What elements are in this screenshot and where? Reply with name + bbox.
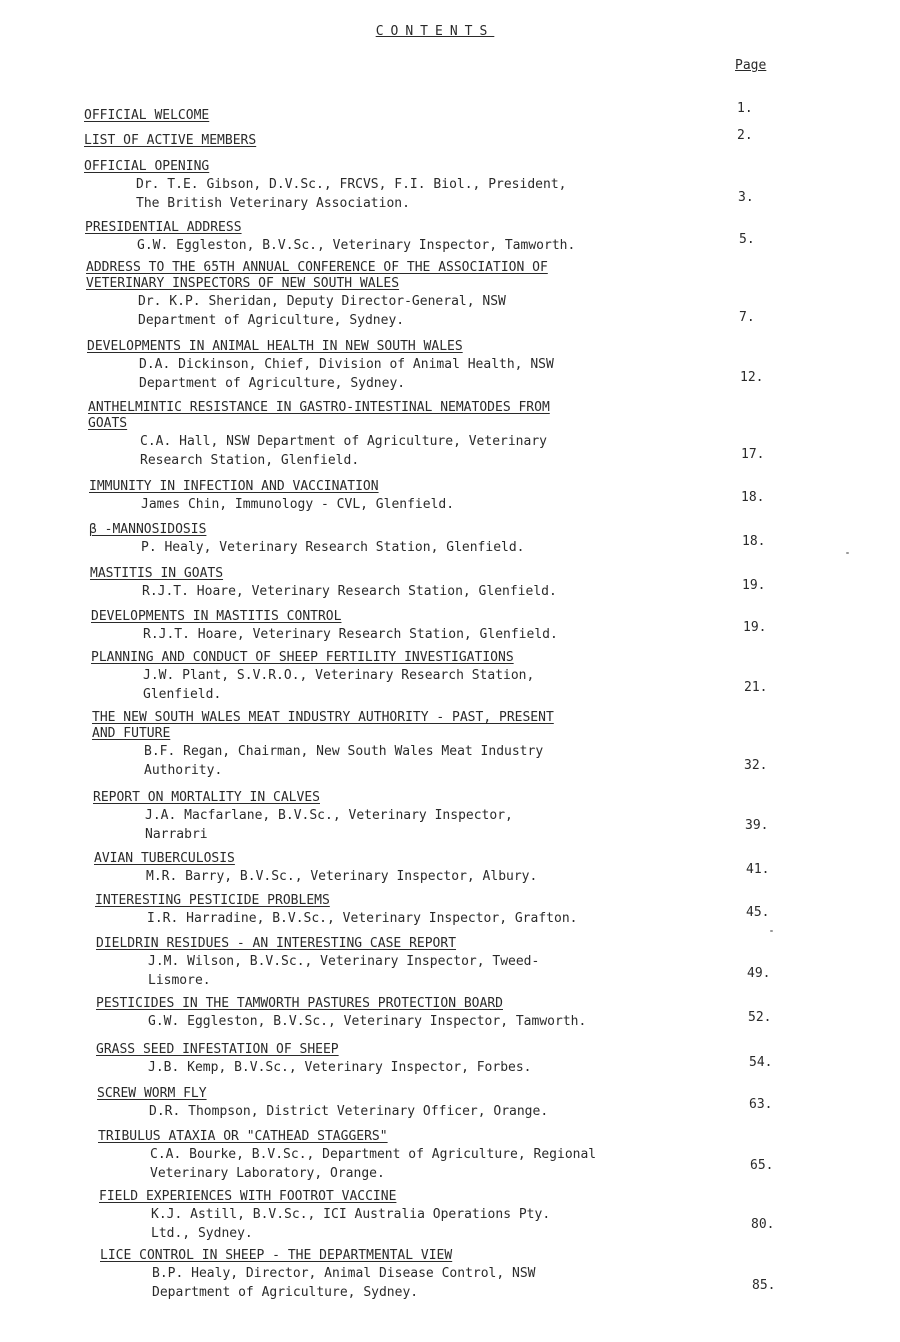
entry-title: ADDRESS TO THE 65TH ANNUAL CONFERENCE OF THE ASSOCIATION OF VETERINARY INSPECTORS OF NEW SOUTH WALES	[86, 260, 548, 291]
entry-page-number: 17.	[741, 447, 765, 462]
toc-entry	[96, 1042, 696, 1077]
entry-page-number: 19.	[743, 620, 767, 635]
entry-page-number: 2.	[737, 128, 753, 143]
scan-speck	[770, 930, 773, 932]
entry-title: OFFICIAL WELCOME	[84, 108, 210, 123]
entry-title: ANTHELMINTIC RESISTANCE IN GASTRO-INTESTINAL NEMATODES FROM GOATS	[88, 400, 550, 431]
toc-entry	[91, 650, 691, 704]
entry-page-number: 63.	[749, 1097, 773, 1112]
toc-entry	[92, 710, 692, 780]
entry-page-number: 12.	[740, 370, 764, 385]
entry-page-number: 7.	[739, 310, 755, 325]
entry-title: PRESIDENTIAL ADDRESS	[85, 220, 242, 235]
toc-entry	[84, 133, 684, 149]
entry-title: PLANNING AND CONDUCT OF SHEEP FERTILITY INVESTIGATIONS	[91, 650, 514, 665]
entry-page-number: 1.	[737, 101, 753, 116]
entry-title: DEVELOPMENTS IN ANIMAL HEALTH IN NEW SOUTH WALES	[87, 339, 463, 354]
entry-description: B.P. Healy, Director, Animal Disease Control, NSW Department of Agriculture, Sydney.	[152, 1266, 536, 1300]
page-column-label: Page	[735, 58, 767, 73]
contents-heading: CONTENTS	[375, 24, 495, 39]
entry-page-number: 54.	[749, 1055, 773, 1070]
toc-entry	[84, 159, 684, 213]
entry-description: R.J.T. Hoare, Veterinary Research Station, Glenfield.	[142, 584, 557, 599]
entry-title: LIST OF ACTIVE MEMBERS	[84, 133, 257, 148]
toc-entry	[99, 1189, 699, 1243]
entry-page-number: 41.	[746, 862, 770, 877]
entry-description: J.B. Kemp, B.V.Sc., Veterinary Inspector, Forbes.	[148, 1060, 532, 1075]
entry-page-number: 52.	[748, 1010, 772, 1025]
entry-description: K.J. Astill, B.V.Sc., ICI Australia Operations Pty. Ltd., Sydney.	[151, 1207, 551, 1241]
entry-title: AVIAN TUBERCULOSIS	[94, 851, 235, 866]
entry-title: INTERESTING PESTICIDE PROBLEMS	[95, 893, 330, 908]
entry-page-number: 85.	[752, 1278, 776, 1293]
entry-title: TRIBULUS ATAXIA OR "CATHEAD STAGGERS"	[98, 1129, 388, 1144]
entry-page-number: 21.	[744, 680, 768, 695]
entry-title: SCREW WORM FLY	[97, 1086, 207, 1101]
entry-description: R.J.T. Hoare, Veterinary Research Station, Glenfield.	[143, 627, 558, 642]
toc-entry	[96, 936, 696, 990]
toc-entry	[96, 996, 696, 1031]
toc-entry	[89, 479, 689, 514]
toc-entry	[97, 1086, 697, 1121]
toc-entry	[86, 260, 686, 330]
entry-title: DIELDRIN RESIDUES - AN INTERESTING CASE REPORT	[96, 936, 457, 951]
entry-page-number: 18.	[741, 490, 765, 505]
entry-page-number: 49.	[747, 966, 771, 981]
toc-entry	[93, 790, 693, 844]
entry-description: J.W. Plant, S.V.R.O., Veterinary Research Station, Glenfield.	[143, 668, 535, 702]
entry-title: OFFICIAL OPENING	[84, 159, 210, 174]
entry-page-number: 19.	[742, 578, 766, 593]
entry-description: J.A. Macfarlane, B.V.Sc., Veterinary Inspector, Narrabri	[145, 808, 513, 842]
entry-description: D.R. Thompson, District Veterinary Officer, Orange.	[149, 1104, 549, 1119]
toc-entry	[90, 566, 690, 601]
entry-description: D.A. Dickinson, Chief, Division of Animal Health, NSW Department of Agriculture, Sydney.	[139, 357, 554, 391]
toc-entry	[100, 1248, 700, 1302]
entry-description: I.R. Harradine, B.V.Sc., Veterinary Inspector, Grafton.	[147, 911, 578, 926]
entry-page-number: 80.	[751, 1217, 775, 1232]
entry-title: IMMUNITY IN INFECTION AND VACCINATION	[89, 479, 379, 494]
toc-entry	[89, 522, 689, 557]
entry-description: C.A. Bourke, B.V.Sc., Department of Agriculture, Regional Veterinary Laboratory, Orange.	[150, 1147, 597, 1181]
scan-speck	[846, 552, 849, 554]
toc-entry	[88, 400, 688, 470]
entry-description: J.M. Wilson, B.V.Sc., Veterinary Inspector, Tweed- Lismore.	[148, 954, 540, 988]
toc-entry	[84, 108, 684, 124]
entry-description: G.W. Eggleston, B.V.Sc., Veterinary Inspector, Tamworth.	[148, 1014, 587, 1029]
toc-entry	[95, 893, 695, 928]
entry-page-number: 5.	[739, 232, 755, 247]
toc-entry	[91, 609, 691, 644]
entry-description: C.A. Hall, NSW Department of Agriculture, Veterinary Research Station, Glenfield.	[140, 434, 547, 468]
entry-title: β -MANNOSIDOSIS	[89, 522, 207, 537]
entry-description: G.W. Eggleston, B.V.Sc., Veterinary Inspector, Tamworth.	[137, 238, 576, 253]
entry-title: LICE CONTROL IN SHEEP - THE DEPARTMENTAL VIEW	[100, 1248, 453, 1263]
toc-entry	[98, 1129, 698, 1183]
toc-entry	[87, 339, 687, 393]
toc-entry	[85, 220, 685, 255]
entry-page-number: 3.	[738, 190, 754, 205]
entry-title: REPORT ON MORTALITY IN CALVES	[93, 790, 320, 805]
entry-description: Dr. T.E. Gibson, D.V.Sc., FRCVS, F.I. Biol., President, The British Veterinary Association.	[136, 177, 567, 211]
entry-title: MASTITIS IN GOATS	[90, 566, 224, 581]
entry-title: DEVELOPMENTS IN MASTITIS CONTROL	[91, 609, 342, 624]
entry-page-number: 32.	[744, 758, 768, 773]
entry-title: FIELD EXPERIENCES WITH FOOTROT VACCINE	[99, 1189, 397, 1204]
entry-description: P. Healy, Veterinary Research Station, Glenfield.	[141, 540, 525, 555]
entry-title: THE NEW SOUTH WALES MEAT INDUSTRY AUTHORITY - PAST, PRESENT AND FUTURE	[92, 710, 554, 741]
entry-description: James Chin, Immunology - CVL, Glenfield.	[141, 497, 455, 512]
entry-page-number: 39.	[745, 818, 769, 833]
entry-title: GRASS SEED INFESTATION OF SHEEP	[96, 1042, 339, 1057]
entry-page-number: 45.	[746, 905, 770, 920]
entry-description: B.F. Regan, Chairman, New South Wales Meat Industry Authority.	[144, 744, 544, 778]
entry-title: PESTICIDES IN THE TAMWORTH PASTURES PROTECTION BOARD	[96, 996, 503, 1011]
entry-page-number: 65.	[750, 1158, 774, 1173]
entry-description: M.R. Barry, B.V.Sc., Veterinary Inspector, Albury.	[146, 869, 538, 884]
toc-entry	[94, 851, 694, 886]
entry-description: Dr. K.P. Sheridan, Deputy Director-General, NSW Department of Agriculture, Sydney.	[138, 294, 506, 328]
entry-page-number: 18.	[742, 534, 766, 549]
